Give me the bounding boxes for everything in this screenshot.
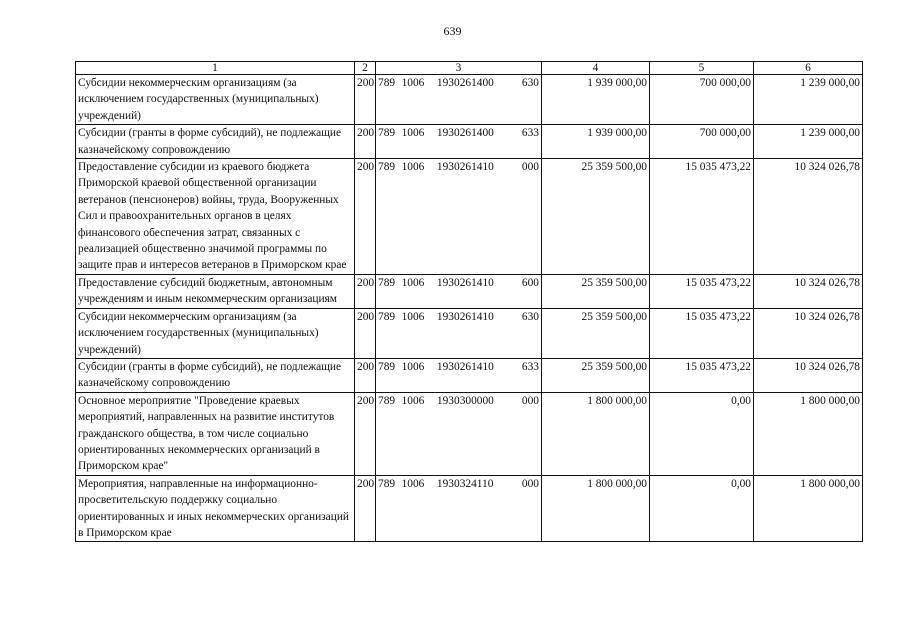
row-vr: 633 — [521, 360, 539, 373]
row-ved: 200 — [355, 358, 376, 392]
row-code-a: 789 — [378, 276, 396, 289]
table-row — [76, 358, 863, 392]
row-ved: 200 — [355, 159, 376, 275]
row-vr: 630 — [521, 77, 539, 89]
row-code — [376, 392, 542, 475]
row-value-5: 15 035 473,22 — [650, 159, 754, 275]
row-code — [376, 159, 542, 275]
row-code-a: 789 — [378, 127, 396, 140]
row-csr: 1930261400 — [436, 127, 494, 140]
row-ved: 200 — [355, 274, 376, 308]
row-value-5: 700 000,00 — [650, 75, 754, 125]
row-name: Субсидии (гранты в форме субсидий), не подлежащие казначейскому сопровождению — [76, 358, 355, 392]
row-code-a: 789 — [378, 310, 396, 323]
row-code-a: 789 — [378, 394, 396, 407]
header-col-4: 4 — [542, 62, 650, 75]
row-name: Предоставление субсидий бюджетным, автономным учреждениям и иным некоммерческим организациям — [76, 274, 355, 308]
row-value-6: 1 800 000,00 — [754, 392, 863, 475]
header-col-2: 2 — [355, 62, 376, 75]
row-value-4: 1 800 000,00 — [542, 475, 650, 542]
page-number: 639 — [443, 24, 462, 38]
row-value-5: 15 035 473,22 — [650, 274, 754, 308]
row-csr: 1930261410 — [436, 161, 494, 174]
table-row — [76, 75, 863, 125]
row-code-b: 1006 — [401, 127, 425, 140]
row-ved: 200 — [355, 475, 376, 542]
header-col-3: 3 — [376, 62, 542, 75]
header-col-6: 6 — [754, 62, 863, 75]
row-value-6: 1 800 000,00 — [754, 475, 863, 542]
row-code-b: 1006 — [401, 477, 425, 490]
row-vr: 000 — [521, 394, 539, 407]
row-code — [376, 358, 542, 392]
row-value-4: 25 359 500,00 — [542, 159, 650, 275]
row-vr: 000 — [521, 477, 539, 490]
row-name: Основное мероприятие "Проведение краевых мероприятий, направленных на развитие институтов гражданского общества, в том числе социально ориентированных некоммерческих организаций в Приморском крае" — [76, 392, 355, 475]
row-code-a: 789 — [378, 77, 396, 89]
table-row — [76, 125, 863, 159]
row-value-6: 1 239 000,00 — [754, 75, 863, 125]
row-csr: 1930324110 — [436, 477, 494, 490]
table-row — [76, 274, 863, 308]
row-name: Субсидии (гранты в форме субсидий), не подлежащие казначейскому сопровождению — [76, 125, 355, 159]
row-code — [376, 125, 542, 159]
row-value-6: 10 324 026,78 — [754, 159, 863, 275]
table-row — [76, 475, 863, 542]
row-value-5: 15 035 473,22 — [650, 308, 754, 358]
row-code-b: 1006 — [401, 310, 425, 323]
row-csr: 1930261410 — [436, 360, 494, 373]
row-value-5: 0,00 — [650, 475, 754, 542]
row-name: Мероприятия, направленные на информационно-просветительскую поддержку социально ориентированных и иных некоммерческих организаций в Приморском крае — [76, 475, 355, 542]
table-row — [76, 159, 863, 275]
row-code-a: 789 — [378, 477, 396, 490]
row-value-5: 700 000,00 — [650, 125, 754, 159]
table-row — [76, 308, 863, 358]
row-code-b: 1006 — [401, 276, 425, 289]
row-vr: 600 — [521, 276, 539, 289]
row-name: Субсидии некоммерческим организациям (за исключением государственных (муниципальных) учреждений) — [76, 75, 355, 125]
row-value-6: 10 324 026,78 — [754, 308, 863, 358]
row-code — [376, 75, 542, 125]
row-code-b: 1006 — [401, 77, 425, 89]
row-vr: 630 — [521, 310, 539, 323]
table-row — [76, 392, 863, 475]
row-csr: 1930261410 — [436, 276, 494, 289]
row-code-a: 789 — [378, 161, 396, 174]
row-ved: 200 — [355, 75, 376, 125]
row-code — [376, 475, 542, 542]
row-name: Субсидии некоммерческим организациям (за исключением государственных (муниципальных) учреждений) — [76, 308, 355, 358]
row-vr: 000 — [521, 161, 539, 174]
row-ved: 200 — [355, 125, 376, 159]
row-csr: 1930261410 — [436, 310, 494, 323]
row-ved: 200 — [355, 392, 376, 475]
row-value-4: 1 800 000,00 — [542, 392, 650, 475]
row-code-b: 1006 — [401, 360, 425, 373]
header-col-5: 5 — [650, 62, 754, 75]
row-name: Предоставление субсидии из краевого бюджета Приморской краевой общественной организации ветеранов (пенсионеров) войны, труда, Вооруженных Сил и правоохранительных органов в целях финансового обеспечения затрат, связанных с реализацией общественно значимой программы по защите прав и интересов ветеранов в Приморском крае — [76, 159, 355, 275]
row-value-6: 1 239 000,00 — [754, 125, 863, 159]
row-csr: 1930261400 — [436, 77, 494, 89]
row-value-5: 0,00 — [650, 392, 754, 475]
table-header-row — [76, 62, 863, 75]
row-vr: 633 — [521, 127, 539, 140]
header-col-1: 1 — [76, 62, 355, 75]
row-code — [376, 308, 542, 358]
row-value-4: 1 939 000,00 — [542, 125, 650, 159]
budget-table — [75, 61, 863, 542]
row-code — [376, 274, 542, 308]
row-value-5: 15 035 473,22 — [650, 358, 754, 392]
row-value-4: 25 359 500,00 — [542, 308, 650, 358]
row-value-6: 10 324 026,78 — [754, 274, 863, 308]
row-value-6: 10 324 026,78 — [754, 358, 863, 392]
row-value-4: 1 939 000,00 — [542, 75, 650, 125]
row-csr: 1930300000 — [436, 394, 494, 407]
row-code-b: 1006 — [401, 394, 425, 407]
row-code-b: 1006 — [401, 161, 425, 174]
row-value-4: 25 359 500,00 — [542, 358, 650, 392]
row-ved: 200 — [355, 308, 376, 358]
row-code-a: 789 — [378, 360, 396, 373]
row-value-4: 25 359 500,00 — [542, 274, 650, 308]
